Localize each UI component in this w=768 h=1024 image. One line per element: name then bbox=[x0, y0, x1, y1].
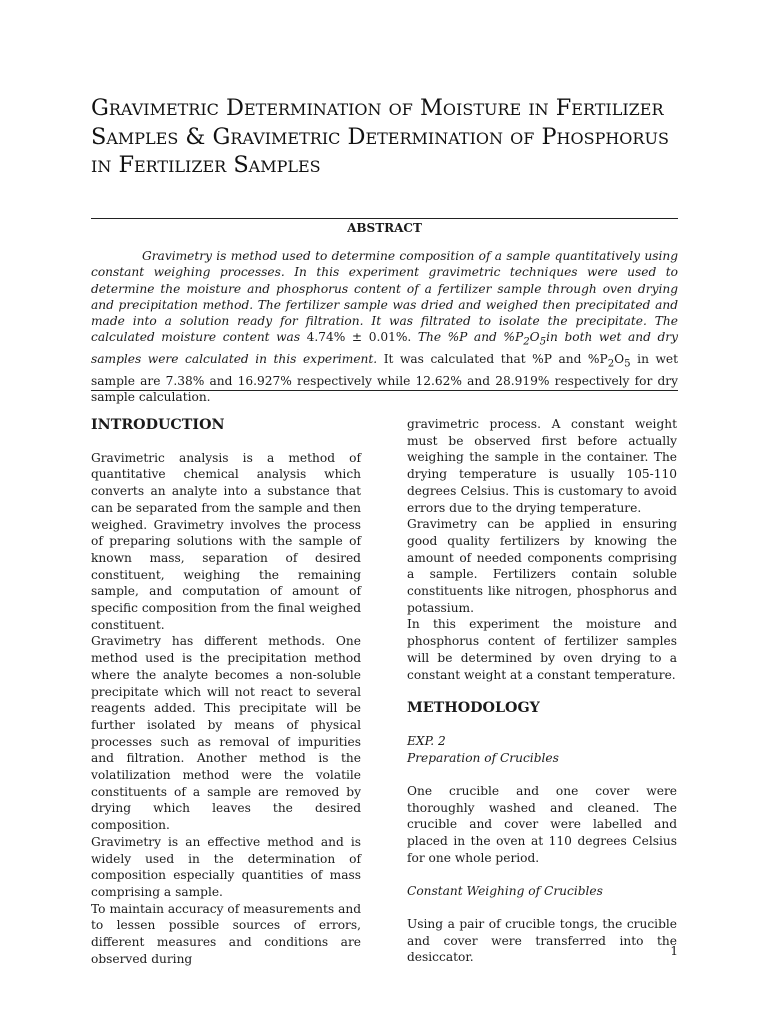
abstract-part-4: in both wet and dry samples were calculated in this experiment. bbox=[91, 330, 678, 367]
subscript-5: 5 bbox=[539, 336, 547, 348]
abstract-top-rule bbox=[91, 218, 678, 219]
abstract-part-5: It was calculated that %P and %P bbox=[377, 352, 608, 367]
subsection-heading: Constant Weighing of Crucibles bbox=[407, 883, 603, 898]
intro-paragraph: Gravimetry has different methods. One method used is the precipitation method where the analyte becomes a non-soluble precipitate which will not react to several reagents added. This precipitate will be further isolated by means of physical processes such as removal of impurities and filtration. Another method is the volatilization method were the volatile constituents of a sample are removed by drying which leaves the desired composition. bbox=[91, 634, 361, 833]
body-paragraph: Gravimetry can be applied in ensuring good quality fertilizers by knowing the amount of needed components comprising a sample. Fertilizers contain soluble constituents like nitrogen, phosphorus and potassium. bbox=[407, 517, 677, 615]
methodology-heading: METHODOLOGY bbox=[407, 699, 540, 716]
body-paragraph: In this experiment the moisture and phosphorus content of fertilizer samples will be determined by oven drying to a constant weight at a constant temperature. bbox=[407, 617, 677, 682]
subscript-2b: 2 bbox=[607, 358, 615, 370]
left-column bbox=[91, 417, 361, 968]
body-paragraph: gravimetric process. A constant weight must be observed first before actually weighing the sample in the container. The drying temperature is usually 105-110 degrees Celsius. This is customary to avoid errors due to the drying temperature. bbox=[407, 417, 677, 515]
abstract-part-2: The %P and %P bbox=[411, 330, 524, 345]
subscript-5b: 5 bbox=[624, 358, 631, 370]
subsection-paragraph: One crucible and one cover were thoroughly washed and cleaned. The crucible and cover were labelled and placed in the oven at 110 degrees Celsius for one whole period. bbox=[407, 783, 677, 865]
subscript-2: 2 bbox=[523, 336, 530, 348]
exp-label: EXP. 2 bbox=[407, 733, 446, 748]
moisture-value: 4.74% ± 0.01%. bbox=[306, 330, 412, 345]
abstract-part-3: O bbox=[529, 330, 540, 345]
introduction-heading: INTRODUCTION bbox=[91, 417, 225, 433]
subsection-paragraph: Using a pair of crucible tongs, the crucible and cover were transferred into the desiccator. bbox=[407, 917, 677, 965]
intro-paragraph: To maintain accuracy of measurements and to lessen possible sources of errors, different measures and conditions are observed during bbox=[91, 901, 361, 966]
abstract-part-1: Gravimetry is method used to determine composition of a sample quantitatively using constant weighing processes. In this experiment gravimetric techniques were used to determine the moisture and phosphorus content of a fertilizer sample through oven drying and precipitation method. The fertilizer sample was dried and weighed then precipitated and made into a solution ready for filtration. It was filtrated to isolate the precipitate. The calculated moisture content was bbox=[91, 249, 678, 345]
abstract-part-6: O bbox=[614, 352, 625, 367]
abstract-text bbox=[91, 248, 678, 406]
abstract-heading: ABSTRACT bbox=[347, 221, 422, 235]
abstract-bottom-rule bbox=[91, 390, 678, 391]
paper-title: Gravimetric Determination of Moisture in Fertilizer Samples & Gravimetric Determination of Phosphorus in Fertilizer Samples bbox=[91, 95, 669, 179]
right-column bbox=[407, 416, 677, 966]
abstract-part-7: in wet sample are 7.38% and 16.927% respectively while 12.62% and 28.919% respectively for dry sample calculation. bbox=[91, 352, 678, 405]
page-number: 1 bbox=[670, 944, 678, 958]
subsection-heading: Preparation of Crucibles bbox=[407, 750, 559, 765]
intro-paragraph: Gravimetry is an effective method and is widely used in the determination of composition especially quantities of mass comprising a sample. bbox=[91, 834, 361, 899]
intro-paragraph: Gravimetric analysis is a method of quantitative chemical analysis which converts an analyte into a substance that can be separated from the sample and then weighed. Gravimetry involves the process of preparing solutions with the sample of known mass, separation of desired constituent, weighing the remaining sample, and computation of amount of specific composition from the final weighed constituent. bbox=[91, 450, 361, 632]
